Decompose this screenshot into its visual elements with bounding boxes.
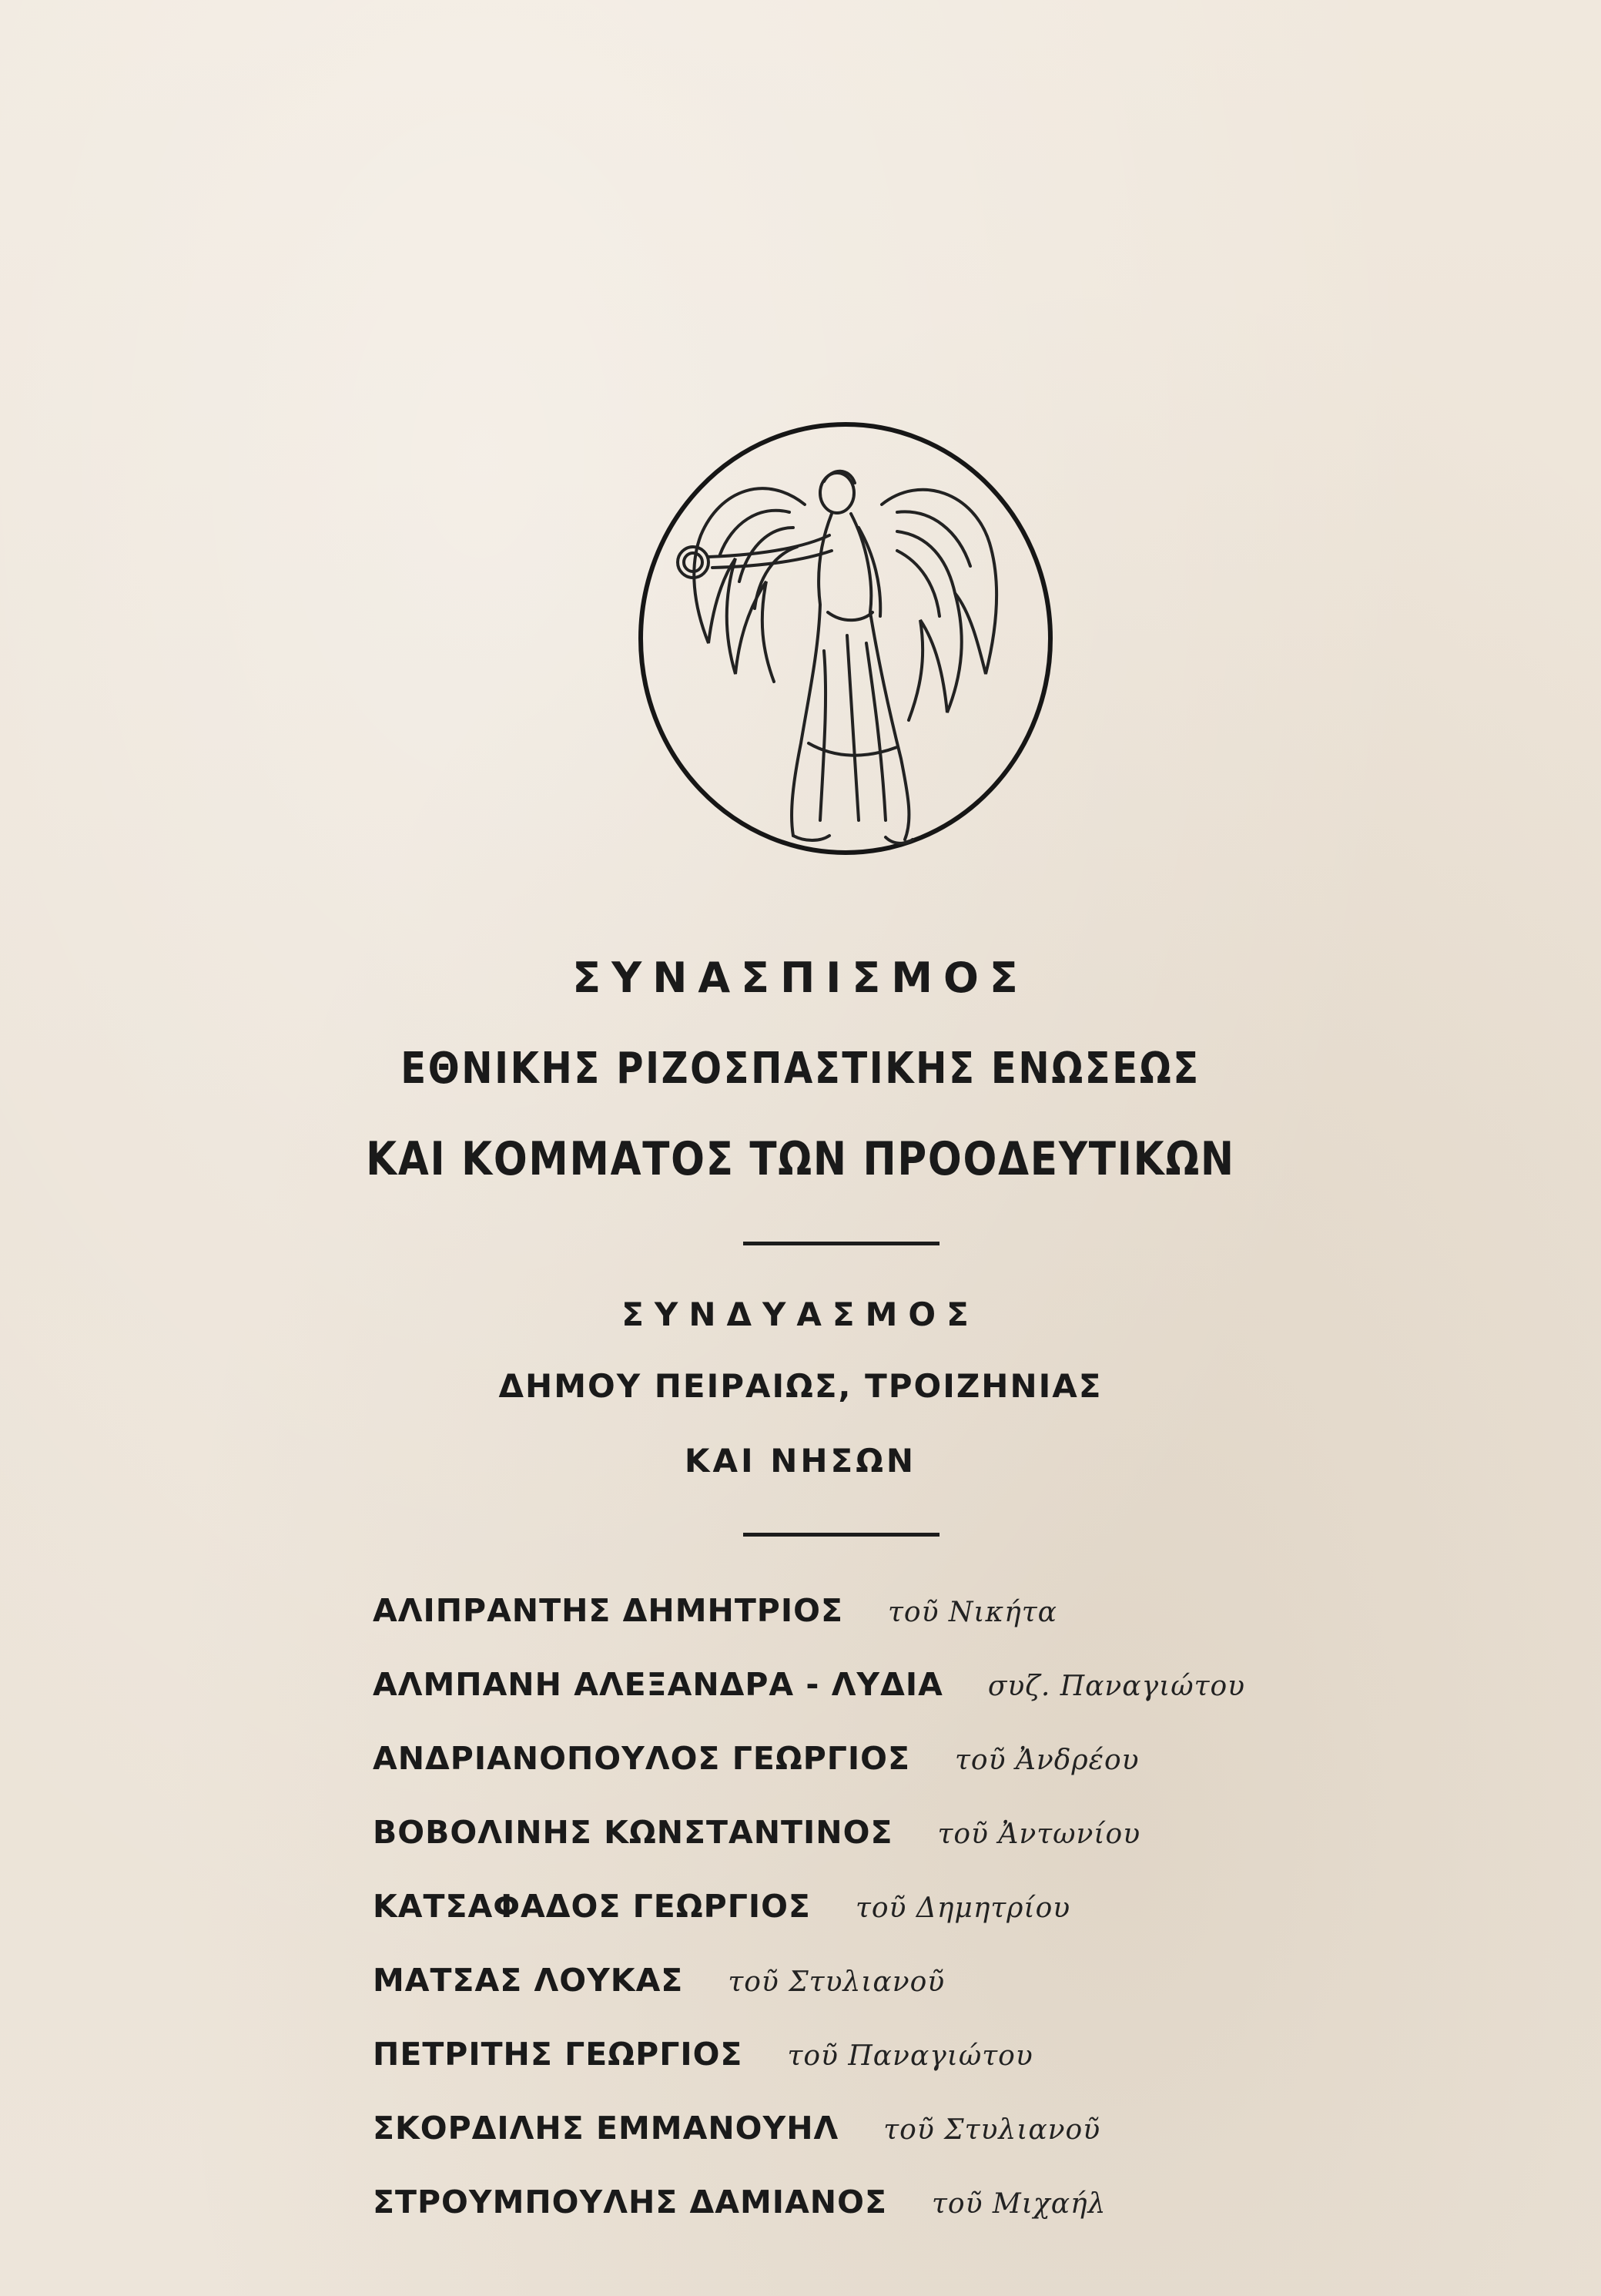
- candidate-name: ΠΕΤΡΙΤΗΣ ΓΕΩΡΓΙΟΣ: [373, 2036, 743, 2073]
- divider-rule: [743, 1533, 939, 1537]
- candidate-relation: τοῦ Στυλιανοῦ: [883, 2114, 1101, 2146]
- candidate-name: ΜΑΤΣΑΣ ΛΟΥΚΑΣ: [373, 1962, 684, 1999]
- candidate-row: [373, 1731, 1574, 1805]
- candidate-row: [373, 1952, 1574, 2026]
- candidate-row: [373, 1879, 1574, 1952]
- candidate-relation: τοῦ Δημητρίου: [855, 1892, 1071, 1924]
- candidate-relation: τοῦ Μιχαήλ: [931, 2188, 1107, 2220]
- candidate-row: [373, 1805, 1574, 1879]
- coalition-party-line-1: ΕΘΝΙΚΗΣ ΡΙΖΟΣΠΑΣΤΙΚΗΣ ΕΝΩΣΕΩΣ: [400, 1044, 1201, 1094]
- candidate-row: [373, 2026, 1574, 2100]
- candidate-name: ΣΤΡΟΥΜΠΟΥΛΗΣ ΔΑΜΙΑΝΟΣ: [373, 2184, 887, 2221]
- candidate-row: [373, 1583, 1574, 1657]
- coalition-party-line-2: ΚΑΙ ΚΟΜΜΑΤΟΣ ΤΩΝ ΠΡΟΟΔΕΥΤΙΚΩΝ: [366, 1132, 1235, 1186]
- candidate-name: ΑΛΜΠΑΝΗ ΑΛΕΞΑΝΔΡΑ - ΛΥΔΙΑ: [373, 1666, 943, 1703]
- candidate-row: [373, 2174, 1574, 2248]
- candidate-row: [373, 1657, 1574, 1731]
- candidate-name: ΑΛΙΠΡΑΝΤΗΣ ΔΗΜΗΤΡΙΟΣ: [373, 1592, 843, 1629]
- constituency-line-1: ΔΗΜΟΥ ΠΕΙΡΑΙΩΣ, ΤΡΟΙΖΗΝΙΑΣ: [498, 1367, 1103, 1405]
- candidate-name: ΚΑΤΣΑΦΑΔΟΣ ΓΕΩΡΓΙΟΣ: [373, 1888, 811, 1925]
- candidate-relation: τοῦ Παναγιώτου: [787, 2040, 1033, 2072]
- candidate-list: [373, 1583, 1574, 2248]
- ticket-title: ΣΥΝΔΥΑΣΜΟΣ: [621, 1295, 980, 1333]
- coalition-title: ΣΥΝΑΣΠΙΣΜΟΣ: [572, 954, 1029, 1002]
- constituency-line-2: ΚΑΙ ΝΗΣΩΝ: [684, 1442, 917, 1480]
- winged-victory-coin-icon: [635, 420, 1056, 857]
- candidate-name: ΑΝΔΡΙΑΝΟΠΟΥΛΟΣ ΓΕΩΡΓΙΟΣ: [373, 1740, 910, 1777]
- candidate-row: [373, 2100, 1574, 2174]
- candidate-relation: τοῦ Ἀντωνίου: [937, 1818, 1141, 1850]
- candidate-relation: τοῦ Ἀνδρέου: [954, 1745, 1140, 1776]
- candidate-relation: συζ. Παναγιώτου: [987, 1671, 1246, 1702]
- candidate-name: ΣΚΟΡΔΙΛΗΣ ΕΜΜΑΝΟΥΗΛ: [373, 2110, 839, 2147]
- candidate-name: ΒΟΒΟΛΙΝΗΣ ΚΩΝΣΤΑΝΤΙΝΟΣ: [373, 1814, 893, 1851]
- divider-rule: [743, 1242, 939, 1245]
- candidate-relation: τοῦ Στυλιανοῦ: [728, 1966, 946, 1998]
- candidate-relation: τοῦ Νικήτα: [887, 1597, 1057, 1628]
